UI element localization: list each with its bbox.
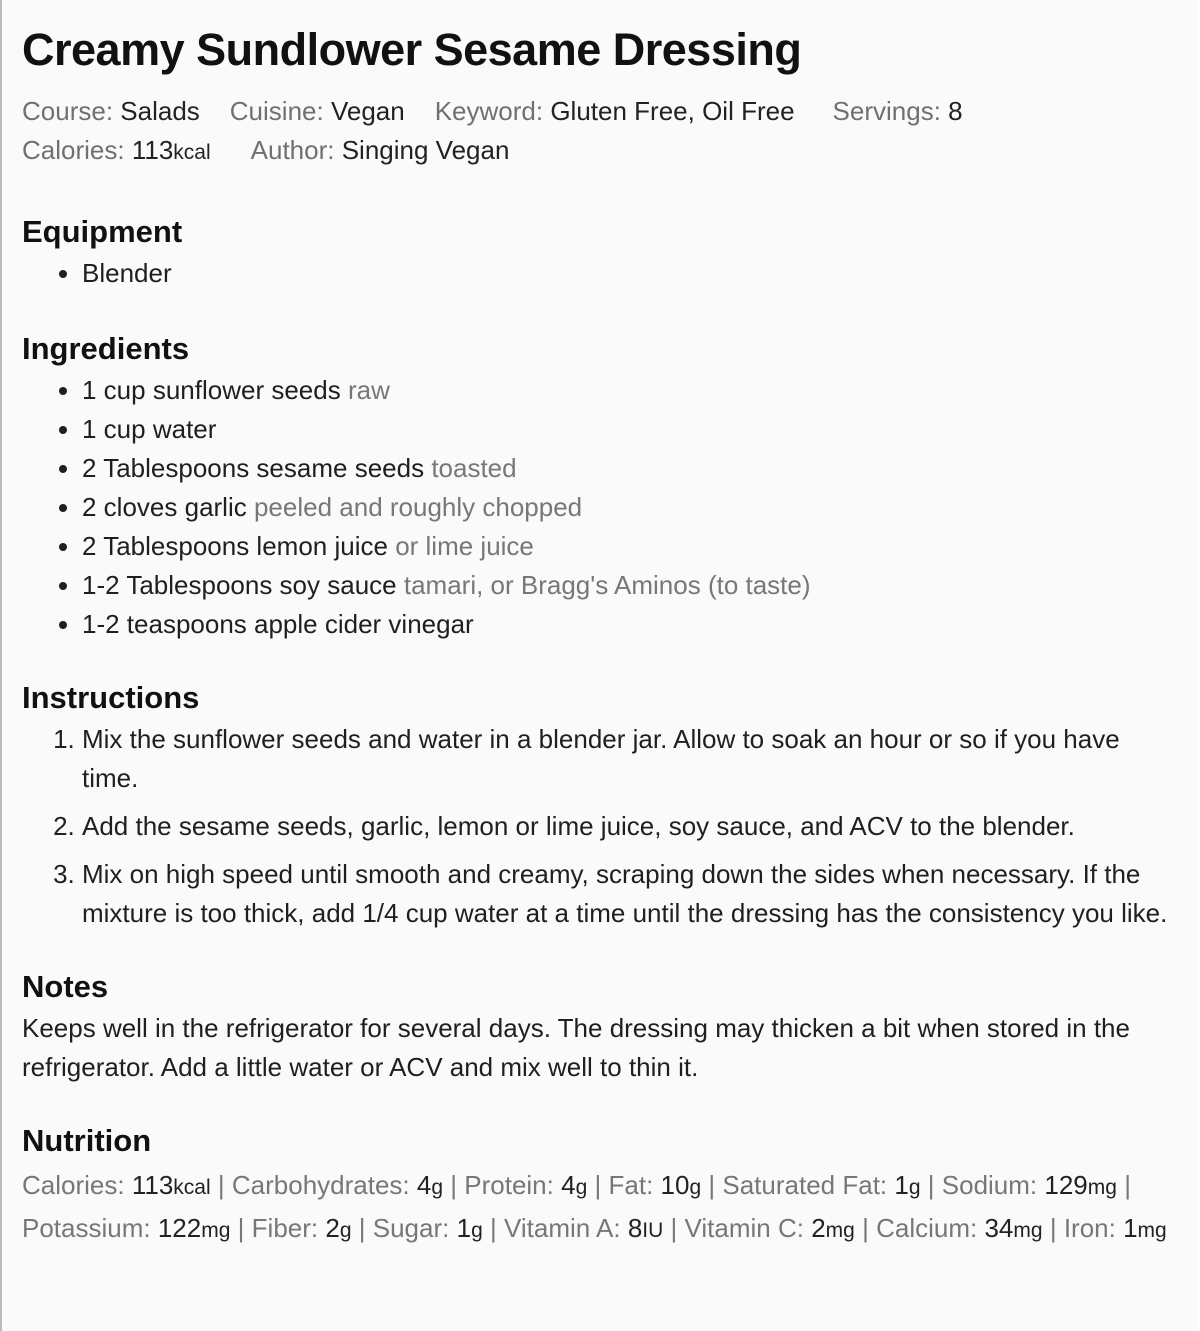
nutrition-value: 8 <box>627 1213 643 1243</box>
meta-servings-label: Servings: <box>832 96 941 126</box>
nutrition-unit: mg <box>825 1219 855 1242</box>
ingredient-name: 2 cloves garlic <box>82 492 247 522</box>
instructions-list <box>22 720 1178 933</box>
nutrition-unit: g <box>908 1176 921 1199</box>
ingredient-item <box>82 527 1178 566</box>
instructions-heading: Instructions <box>22 680 200 715</box>
meta-calories-unit: kcal <box>173 141 211 164</box>
nutrition-value: 113 <box>131 1170 174 1200</box>
meta-keyword-label: Keyword: <box>434 96 544 126</box>
nutrition-unit: mg <box>1137 1219 1167 1242</box>
meta-cuisine-label: Cuisine: <box>229 96 324 126</box>
nutrition-unit: g <box>689 1176 702 1199</box>
nutrition-unit: g <box>431 1176 444 1199</box>
recipe-title: Creamy Sundlower Sesame Dressing <box>22 24 802 75</box>
nutrition-value: 122 <box>157 1213 202 1243</box>
instruction-step: 2. Add the sesame seeds, garlic, lemon or lime juice, soy sauce, and ACV to the blender. <box>82 807 1178 846</box>
meta-cuisine <box>230 92 405 131</box>
meta-calories <box>22 131 211 172</box>
nutrition-separator: | <box>1049 1213 1057 1243</box>
nutrition-label: Potassium: <box>22 1213 151 1243</box>
meta-row-2 <box>22 131 1178 172</box>
nutrition-separator: | <box>358 1213 366 1243</box>
nutrition-unit: g <box>339 1219 352 1242</box>
notes-text: Keeps well in the refrigerator for several days. The dressing may thicken a bit when stored in the refrigerator. Add a little water or ACV and mix well to thin it. <box>22 1013 1130 1082</box>
meta-author-value[interactable]: Singing Vegan <box>341 135 510 165</box>
nutrition-heading: Nutrition <box>22 1123 152 1158</box>
ingredient-note: toasted <box>431 453 517 483</box>
nutrition-item <box>504 1213 663 1243</box>
nutrition-item <box>232 1170 443 1200</box>
nutrition-item <box>876 1213 1042 1243</box>
nutrition-item <box>22 1170 211 1200</box>
nutrition-item <box>252 1213 352 1243</box>
nutrition-label: Calories: <box>22 1170 125 1200</box>
ingredient-note: raw <box>347 375 390 405</box>
equipment-list <box>22 254 1178 293</box>
nutrition-label: Sodium: <box>941 1170 1038 1200</box>
nutrition-unit: kcal <box>173 1176 211 1199</box>
notes-heading: Notes <box>22 969 109 1004</box>
nutrition-unit: IU <box>642 1219 664 1242</box>
ingredient-item <box>82 566 1178 605</box>
notes-section <box>22 967 1178 1087</box>
nutrition-label: Fat: <box>608 1170 654 1200</box>
ingredient-name: 1 cup water <box>82 414 217 444</box>
nutrition-separator: | <box>594 1170 602 1200</box>
equipment-section <box>22 212 1178 293</box>
nutrition-item <box>1064 1213 1167 1243</box>
nutrition-separator: | <box>489 1213 497 1243</box>
meta-course-label: Course: <box>22 96 114 126</box>
instruction-step: 3. Mix on high speed until smooth and creamy, scraping down the sides when necessary. If the mixture is too thick, add 1/4 cup water at a time until the dressing has the consistency you like. <box>82 855 1178 933</box>
nutrition-label: Saturated Fat: <box>722 1170 888 1200</box>
ingredient-note: tamari, or Bragg's Aminos (to taste) <box>403 570 811 600</box>
nutrition-separator: | <box>217 1170 225 1200</box>
ingredient-name: 1-2 teaspoons apple cider vinegar <box>82 609 474 639</box>
ingredient-note: peeled and roughly chopped <box>253 492 583 522</box>
recipe-meta <box>22 92 1178 172</box>
nutrition-value: 129 <box>1044 1170 1088 1200</box>
ingredient-name: 1 cup sunflower seeds <box>82 375 341 405</box>
nutrition-value: 1 <box>1123 1213 1138 1243</box>
nutrition-value: 34 <box>984 1213 1014 1243</box>
nutrition-label: Iron: <box>1063 1213 1116 1243</box>
nutrition-value: 2 <box>811 1213 826 1243</box>
nutrition-separator: | <box>450 1170 458 1200</box>
nutrition-value: 10 <box>660 1170 690 1200</box>
ingredient-item <box>82 371 1178 410</box>
meta-calories-value: 113 <box>131 135 174 165</box>
nutrition-value: 1 <box>456 1213 472 1243</box>
meta-course <box>22 92 200 131</box>
instruction-step: 1. Mix the sunflower seeds and water in a blender jar. Allow to soak an hour or so if you have time. <box>82 720 1178 798</box>
nutrition-item <box>722 1170 920 1200</box>
ingredients-list <box>22 371 1178 644</box>
meta-course-value[interactable]: Salads <box>120 96 200 126</box>
nutrition-separator: | <box>708 1170 716 1200</box>
ingredients-heading: Ingredients <box>22 331 190 366</box>
nutrition-item <box>609 1170 702 1200</box>
nutrition-value: 4 <box>416 1170 432 1200</box>
nutrition-value: 1 <box>894 1170 909 1200</box>
nutrition-unit: g <box>471 1219 483 1242</box>
nutrition-item <box>373 1213 483 1243</box>
meta-keyword <box>435 92 795 131</box>
instructions-section <box>22 678 1178 933</box>
nutrition-unit: mg <box>1087 1176 1117 1199</box>
nutrition-label: Protein: <box>464 1170 554 1200</box>
nutrition-label: Sugar: <box>372 1213 450 1243</box>
ingredient-note: or lime juice <box>395 531 534 561</box>
nutrition-separator: | <box>1124 1170 1131 1200</box>
nutrition-value: 2 <box>325 1213 340 1243</box>
nutrition-section <box>22 1121 1178 1251</box>
nutrition-separator: | <box>927 1170 935 1200</box>
nutrition-item <box>685 1213 855 1243</box>
nutrition-label: Carbohydrates: <box>231 1170 410 1200</box>
meta-author <box>251 131 510 170</box>
meta-row-1 <box>22 92 1178 131</box>
ingredient-item <box>82 449 1178 488</box>
ingredient-name: 2 Tablespoons sesame seeds <box>82 453 425 483</box>
nutrition-item <box>942 1170 1117 1200</box>
meta-cuisine-value[interactable]: Vegan <box>330 96 405 126</box>
nutrition-label: Vitamin A: <box>503 1213 621 1243</box>
ingredient-item <box>82 488 1178 527</box>
meta-servings-value[interactable]: 8 <box>948 96 963 126</box>
nutrition-value: 4 <box>561 1170 576 1200</box>
ingredient-name: 1-2 Tablespoons soy sauce <box>82 570 397 600</box>
nutrition-label: Calcium: <box>876 1213 978 1243</box>
meta-author-label: Author: <box>250 135 335 165</box>
meta-calories-label: Calories: <box>22 135 125 165</box>
nutrition-separator: | <box>237 1213 245 1243</box>
nutrition-item <box>464 1170 587 1200</box>
ingredients-section <box>22 329 1178 644</box>
nutrition-facts <box>22 1165 1178 1251</box>
nutrition-separator: | <box>670 1213 678 1243</box>
nutrition-unit: g <box>575 1176 588 1199</box>
nutrition-unit: mg <box>1013 1219 1043 1242</box>
nutrition-unit: mg <box>201 1219 231 1242</box>
nutrition-label: Fiber: <box>251 1213 319 1243</box>
meta-servings <box>833 92 963 131</box>
ingredient-item <box>82 605 1178 644</box>
equipment-item: • Blender <box>82 254 1178 293</box>
nutrition-item <box>22 1213 230 1243</box>
equipment-heading: Equipment <box>22 214 183 249</box>
meta-keyword-value: Gluten Free, Oil Free <box>550 96 795 126</box>
ingredient-name: 2 Tablespoons lemon juice <box>82 531 388 561</box>
nutrition-separator: | <box>862 1213 869 1243</box>
ingredient-item <box>82 410 1178 449</box>
nutrition-label: Vitamin C: <box>684 1213 804 1243</box>
